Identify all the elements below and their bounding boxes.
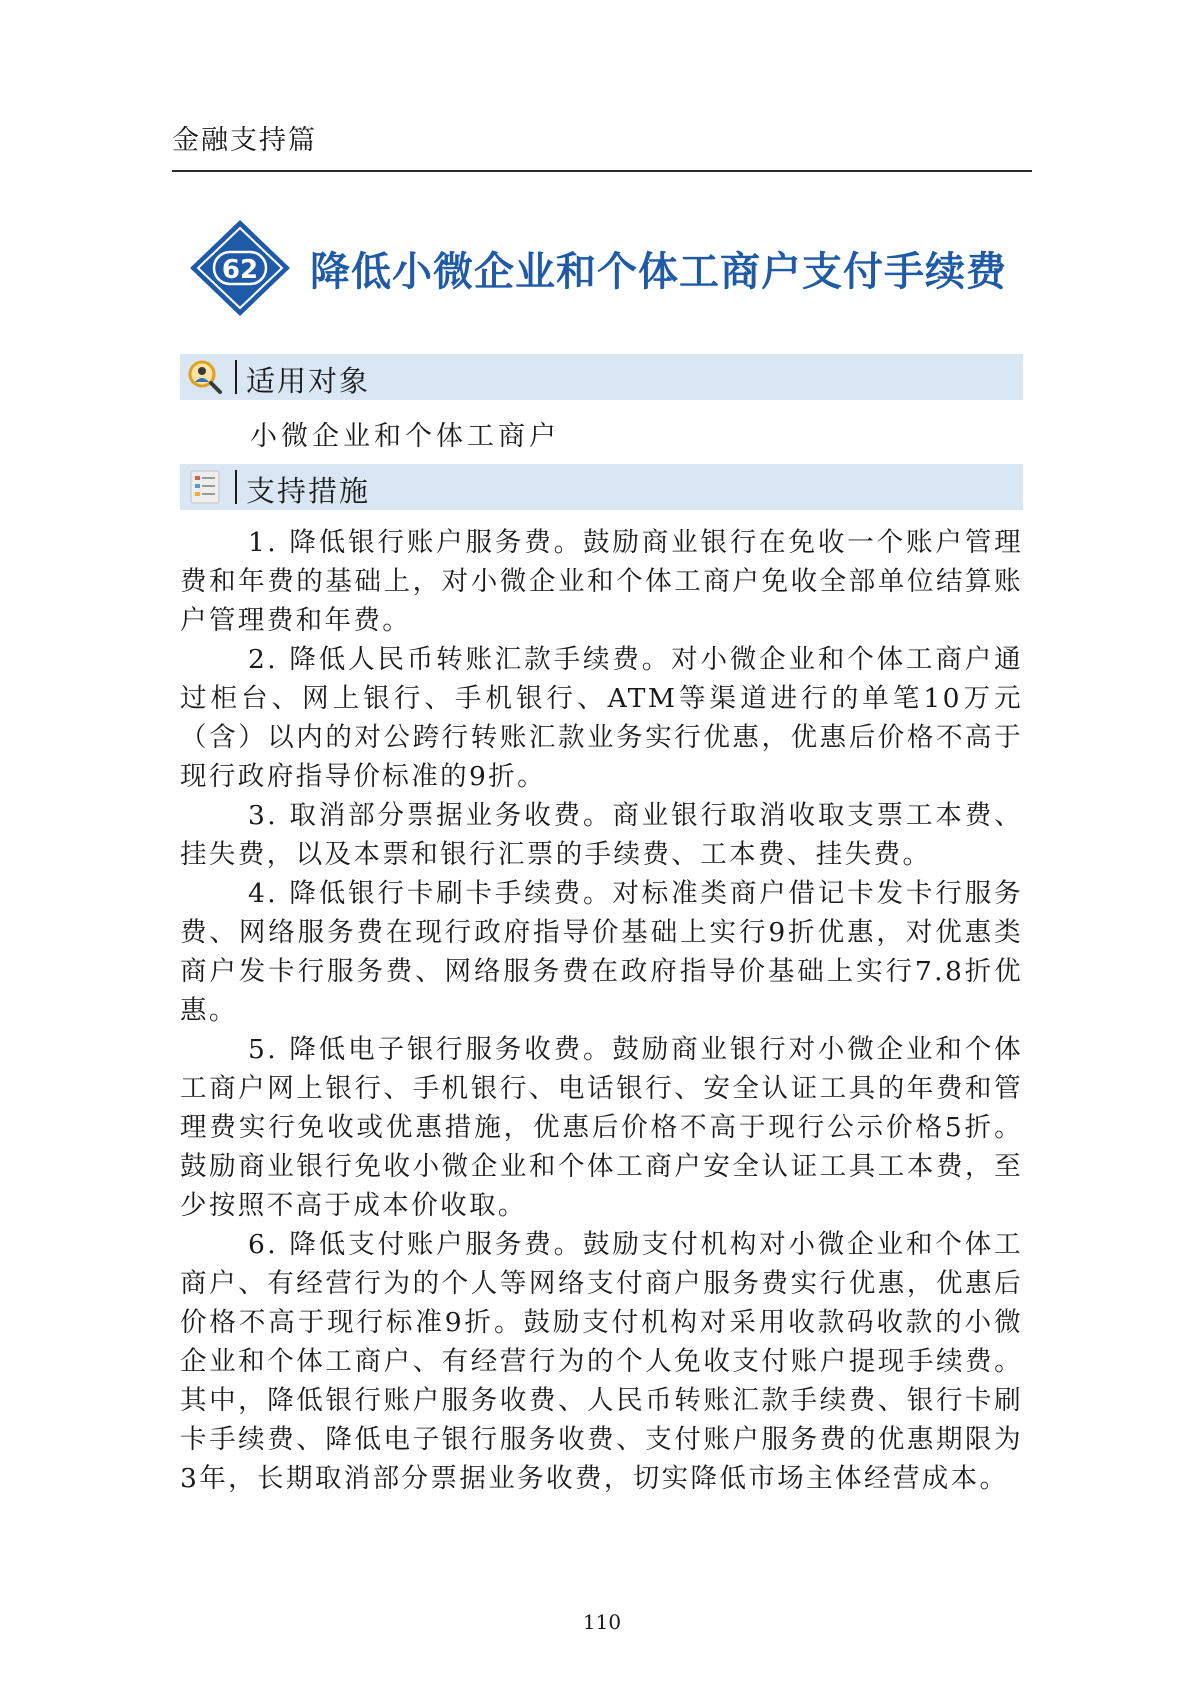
running-header: 金融支持篇: [172, 125, 317, 156]
measure-item-2: 2. 降低人民币转账汇款手续费。对小微企业和个体工商户通过柜台、网上银行、手机银行、ATM等渠道进行的单笔10万元（含）以内的对公跨行转账汇款业务实行优惠，优惠后价格不高于现行政府指导价标准的9折。: [180, 644, 1023, 792]
measure-item-6: 6. 降低支付账户服务费。鼓励支付机构对小微企业和个体工商户、有经营行为的个人等网络支付商户服务费实行优惠，优惠后价格不高于现行标准9折。鼓励支付机构对采用收款码收款的小微企业和个体工商户、有经营行为的个人免收支付账户提现手续费。其中，降低银行账户服务收费、人民币转账汇款手续费、银行卡刷卡手续费、降低电子银行服务收费、支付账户服务费的优惠期限为3年，长期取消部分票据业务收费，切实降低市场主体经营成本。: [180, 1229, 1023, 1494]
audience-text: 小微企业和个体工商户: [250, 421, 560, 452]
section-heading-measures: 支持措施: [246, 474, 371, 508]
checklist-icon: [186, 468, 224, 506]
page-number: 110: [582, 1610, 622, 1634]
page-title: 降低小微企业和个体工商户支付手续费: [310, 248, 1007, 295]
number-badge-icon: [188, 218, 292, 318]
header-rule: [172, 170, 1032, 172]
measure-item-1: 1. 降低银行账户服务费。鼓励商业银行在免收一个账户管理费和年费的基础上，对小微企业和个体工商户免收全部单位结算账户管理费和年费。: [180, 527, 1023, 636]
title-number: 62: [221, 255, 259, 285]
section-divider: [235, 360, 237, 394]
measure-item-5: 5. 降低电子银行服务收费。鼓励商业银行对小微企业和个体工商户网上银行、手机银行、电话银行、安全认证工具的年费和管理费实行免收或优惠措施，优惠后价格不高于现行公示价格5折。鼓励商业银行免收小微企业和个体工商户安全认证工具工本费，至少按照不高于成本价收取。: [180, 1034, 1023, 1221]
measure-item-3: 3. 取消部分票据业务收费。商业银行取消收取支票工本费、挂失费，以及本票和银行汇票的手续费、工本费、挂失费。: [180, 800, 1023, 870]
person-search-icon: [186, 358, 224, 396]
section-heading-audience: 适用对象: [246, 364, 371, 398]
section-bar-measures: [180, 464, 1023, 510]
section-divider: [235, 470, 237, 504]
measures-list: [180, 523, 1023, 1498]
title-block: [188, 218, 1028, 318]
measure-item-4: 4. 降低银行卡刷卡手续费。对标准类商户借记卡发卡行服务费、网络服务费在现行政府指导价基础上实行9折优惠，对优惠类商户发卡行服务费、网络服务费在政府指导价基础上实行7.8折优惠。: [180, 878, 1023, 1026]
section-bar-audience: [180, 354, 1023, 400]
